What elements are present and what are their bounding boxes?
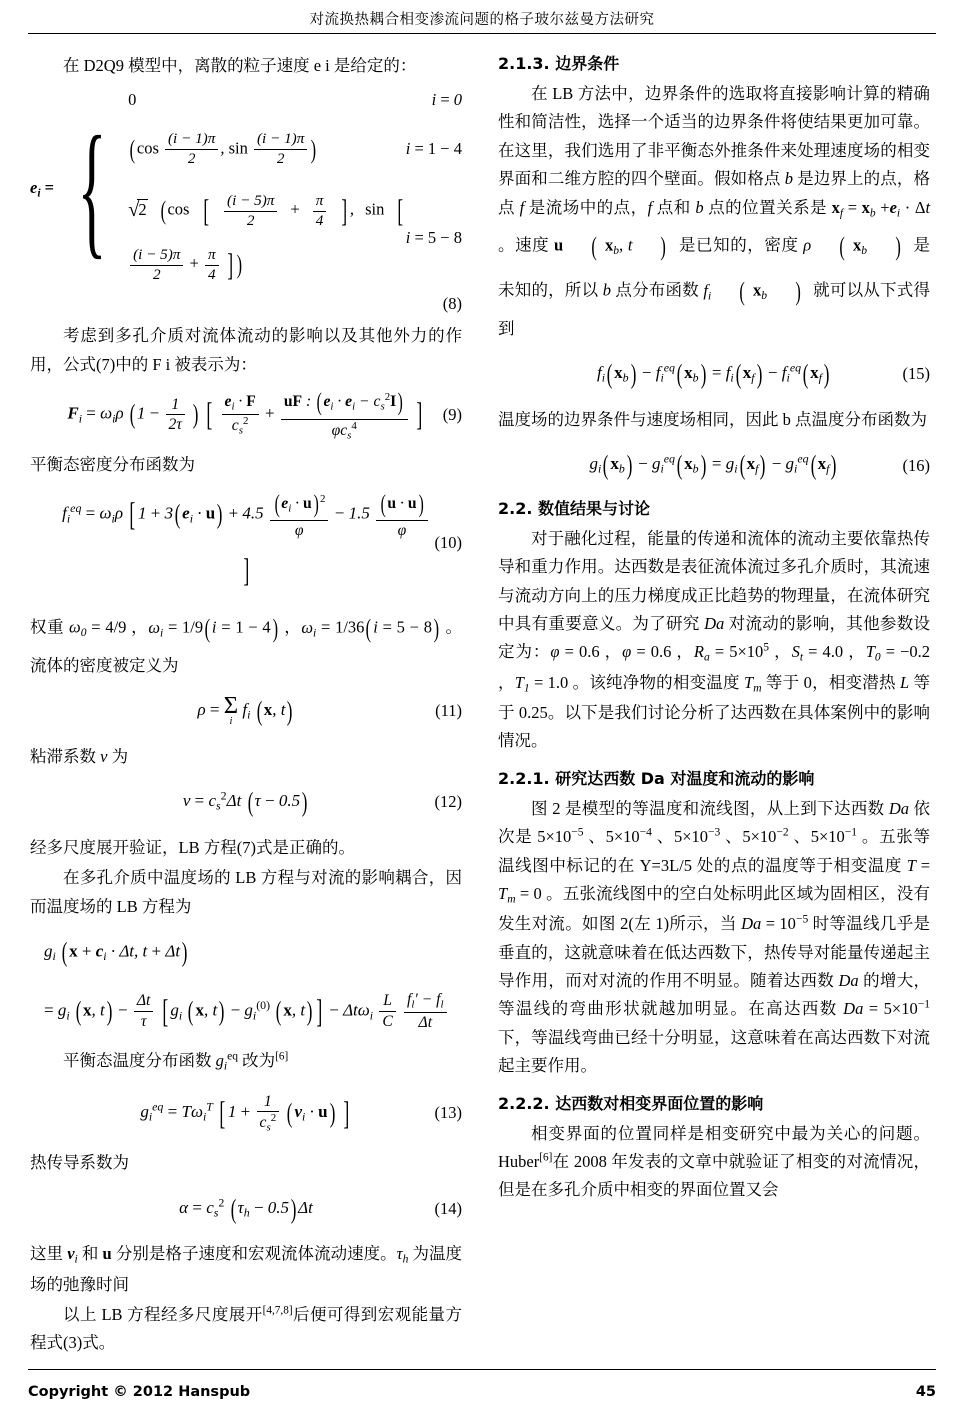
- equation-12-number: (12): [434, 792, 462, 812]
- equation-9: $F_i = \omega_i\rho$ ( 1 − $\frac{1}{2\tau}$ ) [ $\frac{e_i \cdot F}{c_s^2}$ + $\frac{uF : ( e_i \cdot e_i - c_s^2I)}{\varphi c_s^4}$ ] (9): [67, 389, 462, 441]
- equation-8-row-3: √2 ( cos [ $\frac{(i - 5)\pi}{2}$ + $\frac{\pi}{4}$ ] , sin [ $\frac{(i - 5)\pi}{2}$ + $\frac{\pi}{4}$ ] ) i = 5 − 8: [128, 191, 462, 283]
- equation-15-number: (15): [902, 364, 930, 384]
- equation-9-number: (9): [442, 404, 462, 424]
- equation-11-number: (11): [435, 701, 462, 721]
- equation-8-lhs: $e_i$ =: [30, 178, 55, 200]
- equation-temperature-lb-line1: $g_i$ ( $x + c_i \cdot \Delta t$, t + Δt): [44, 936, 188, 967]
- section-heading-2-1-3: 2.1.3. 边界条件: [498, 54, 620, 73]
- equation-14-number: (14): [434, 1198, 462, 1218]
- header-rule: [28, 33, 936, 34]
- equation-10: $f_i^{eq} = \omega_i\rho$ [ 1 + 3( $e_i \cdot u) + 4.5$ $\frac{( e_i \cdot u) ^2}{\varphi}$ − 1.5 $\frac{( u \cdot u)}{\varphi}$ ] (10): [62, 490, 462, 588]
- section-heading-2-2: 2.2. 数值结果与讨论: [498, 498, 650, 518]
- paragraph-macroscopic-energy: 以上 LB 方程经多尺度展开[4,7,8]后便可得到宏观能量方程式(3)式。: [30, 1304, 463, 1353]
- equation-16-number: (16): [902, 455, 930, 475]
- paragraph-darcy-effect: 图 2 是模型的等温度和流线图，从上到下达西数 Da 依次是 $5\times 10^{-5}$ 、$5\times 10^{-4}$ 、$5\times 10^{-3}$ 、$5\times 10^{-2}$ 、$5\times 10^{-1}$ 。五张等温线图中标记的在 Y=3L/5 处的点的温度等于相变温度 $T = T_m = 0$ 。五张流线图中的空白处标明此区域为固相区，没有发生对流。如图 2(左 1)所示，当 $Da = 10^{-5}$ 时等温线几乎是垂直的，这就意味着在低达西数下，热传导对能量传递起主导作用，而对对流的作用不明显。随着达西数 Da 的增大，等温线的弯曲形状就越加明显。在高达西数 $Da = 5\times 10^{-1}$ 下，等温线弯曲已经十分明显，这意味着在高达西数下对流起主要作用。: [498, 798, 931, 1076]
- paragraph-weights: 权重 $\omega_0 = 4/9$ ，$\omega_i = 1/9$( i = 1 − 4) ，$\omega_i = 1/36$( i = 5 − 8) 。流体的密度被定义为: [30, 613, 463, 675]
- left-column: [30, 52, 462, 1360]
- right-column: [498, 52, 930, 1207]
- equation-8-number: (8): [442, 293, 462, 313]
- equation-14: $\alpha = c_s^2$ ( $\tau_h - 0.5$) Δt (14): [179, 1193, 462, 1224]
- paragraph-velocity-definition: 这里 $v_i$ 和 u 分别是格子速度和宏观流体流动速度。$\tau_h$ 为温度场的弛豫时间: [30, 1244, 463, 1294]
- equation-16: $g_i$( $x_b) - g_i^{eq}$( $x_b) = g_i$( $x_f) - g_i^{eq}$( $x_f$) (16): [589, 450, 930, 481]
- paragraph-temperature-boundary: 温度场的边界条件与速度场相同，因此 b 点温度分布函数为: [498, 409, 927, 429]
- copyright-text: Copyright © 2012 Hanspub: [28, 1384, 251, 1400]
- paragraph-numerical-results: 对于融化过程，能量的传递和流体的流动主要依靠热传导和重力作用。达西数是表征流体流过多孔介质时，其流速与流动方向上的压力梯度成正比趋势的物理量，在流体研究中具有重要意义。为了研究 Da 对流动的影响，其他参数设定为：φ = 0.6 ，φ = 0.6 ，$R_a = 5\times 10^5$ ，$S_t = 4.0$ ，$T_0 = -0.2$ ，$T_1 = 1.0$ 。该纯净物的相变温度 $T_m$ 等于 0，相变潜热 L 等于 0.25。以下是我们讨论分析了达西数在具体案例中的影响情况。: [498, 528, 931, 751]
- equation-8-rows: [128, 86, 462, 292]
- paragraph-equilibrium-temperature: 平衡态温度分布函数 $g_i^{eq}$ 改为[6]: [63, 1050, 289, 1073]
- paragraph-multiscale-verify: 经多尺度展开验证，LB 方程(7)式是正确的。: [30, 837, 355, 857]
- equation-13: $g_i^{eq} = T\omega_i^T$ [ 1 + $\frac{1}{c_s^2}$ ( $v_i \cdot u$) ] (13): [140, 1092, 462, 1134]
- paragraph-d2q9: 在 D2Q9 模型中，离散的粒子速度 e i 是给定的：: [63, 56, 417, 75]
- equation-11: ρ = Σ i $f_i$ ( x, t) (11): [197, 691, 462, 728]
- paragraph-equilibrium-density: 平衡态密度分布函数为: [30, 454, 195, 474]
- equation-temperature-lb-line2: = $g_i$ ( x, t) − $\frac{\Delta t}{\tau}$ [ $g_i$ ( x, $t) - g_i^{(0)}$ ( x, t) ] − Δtω$_i$ $\frac{L}{C}$ $\frac{f_l' - f_l}{\Delta t}$: [30, 984, 462, 1040]
- paragraph-interface-position: 相变界面的位置同样是相变研究中最为关心的问题。Huber[6]在 2008 年发表的文章中就验证了相变的对流情况，但是在多孔介质中相变的界面位置又会: [498, 1123, 930, 1200]
- equation-8-row-2: ( cos $\frac{(i - 1)\pi}{2}$ , sin $\frac{(i - 1)\pi}{2}$ ) i = 1 − 4: [129, 129, 462, 167]
- paragraph-force-term: 考虑到多孔介质对流体流动的影响以及其他外力的作用，公式(7)中的 F i 被表示为：: [30, 326, 462, 374]
- paragraph-viscosity: 粘滞系数 ν 为: [30, 746, 129, 766]
- paragraph-thermal-conductivity: 热传导系数为: [30, 1153, 129, 1173]
- page-number: 45: [915, 1384, 936, 1400]
- paragraph-boundary-conditions: 在 LB 方法中，边界条件的选取将直接影响计算的精确性和简洁性，选择一个适当的边界条件将使结果更加可靠。在这里，我们选用了非平衡态外推条件来处理速度场的相变界面和二维方腔的四个壁面。假如格点 b 是边界上的点，格点 f 是流场中的点，f 点和 b 点的位置关系是 $x_f = x_b +e_i \cdot \Delta t$ 。速度 u ( $x_b$, t ) 是已知的，密度 ρ ( $x_b$ ) 是未知的，所以 b 点分布函数 $f_i$ ( $x_b$ ) 就可以从下式得到: [498, 84, 931, 338]
- equation-10-number: (10): [434, 532, 462, 552]
- equation-8-row-1: 0 i = 0: [128, 90, 462, 110]
- equation-13-number: (13): [434, 1103, 462, 1123]
- running-header: 对流换热耦合相变渗流问题的格子玻尔兹曼方法研究: [309, 12, 655, 28]
- equation-15: $f_i$( $x_b) - f_i^{eq}$( $x_b) = f_i$( $x_f) - f_i^{eq}$( $x_f$) (15): [597, 359, 930, 389]
- equation-8: [30, 86, 462, 292]
- section-heading-2-2-2: 2.2.2. 达西数对相变界面位置的影响: [498, 1093, 764, 1113]
- section-heading-2-2-1: 2.2.1. 研究达西数 Da 对温度和流动的影响: [498, 768, 815, 788]
- equation-12: $\nu = c_s^2\Delta t$ ( τ − 0.5) (12): [182, 787, 462, 818]
- paragraph-temperature-lb: 在多孔介质中温度场的 LB 方程与对流的影响耦合，因而温度场的 LB 方程为: [30, 868, 462, 916]
- brace-icon: {: [77, 106, 107, 273]
- footer-rule: [28, 1369, 936, 1370]
